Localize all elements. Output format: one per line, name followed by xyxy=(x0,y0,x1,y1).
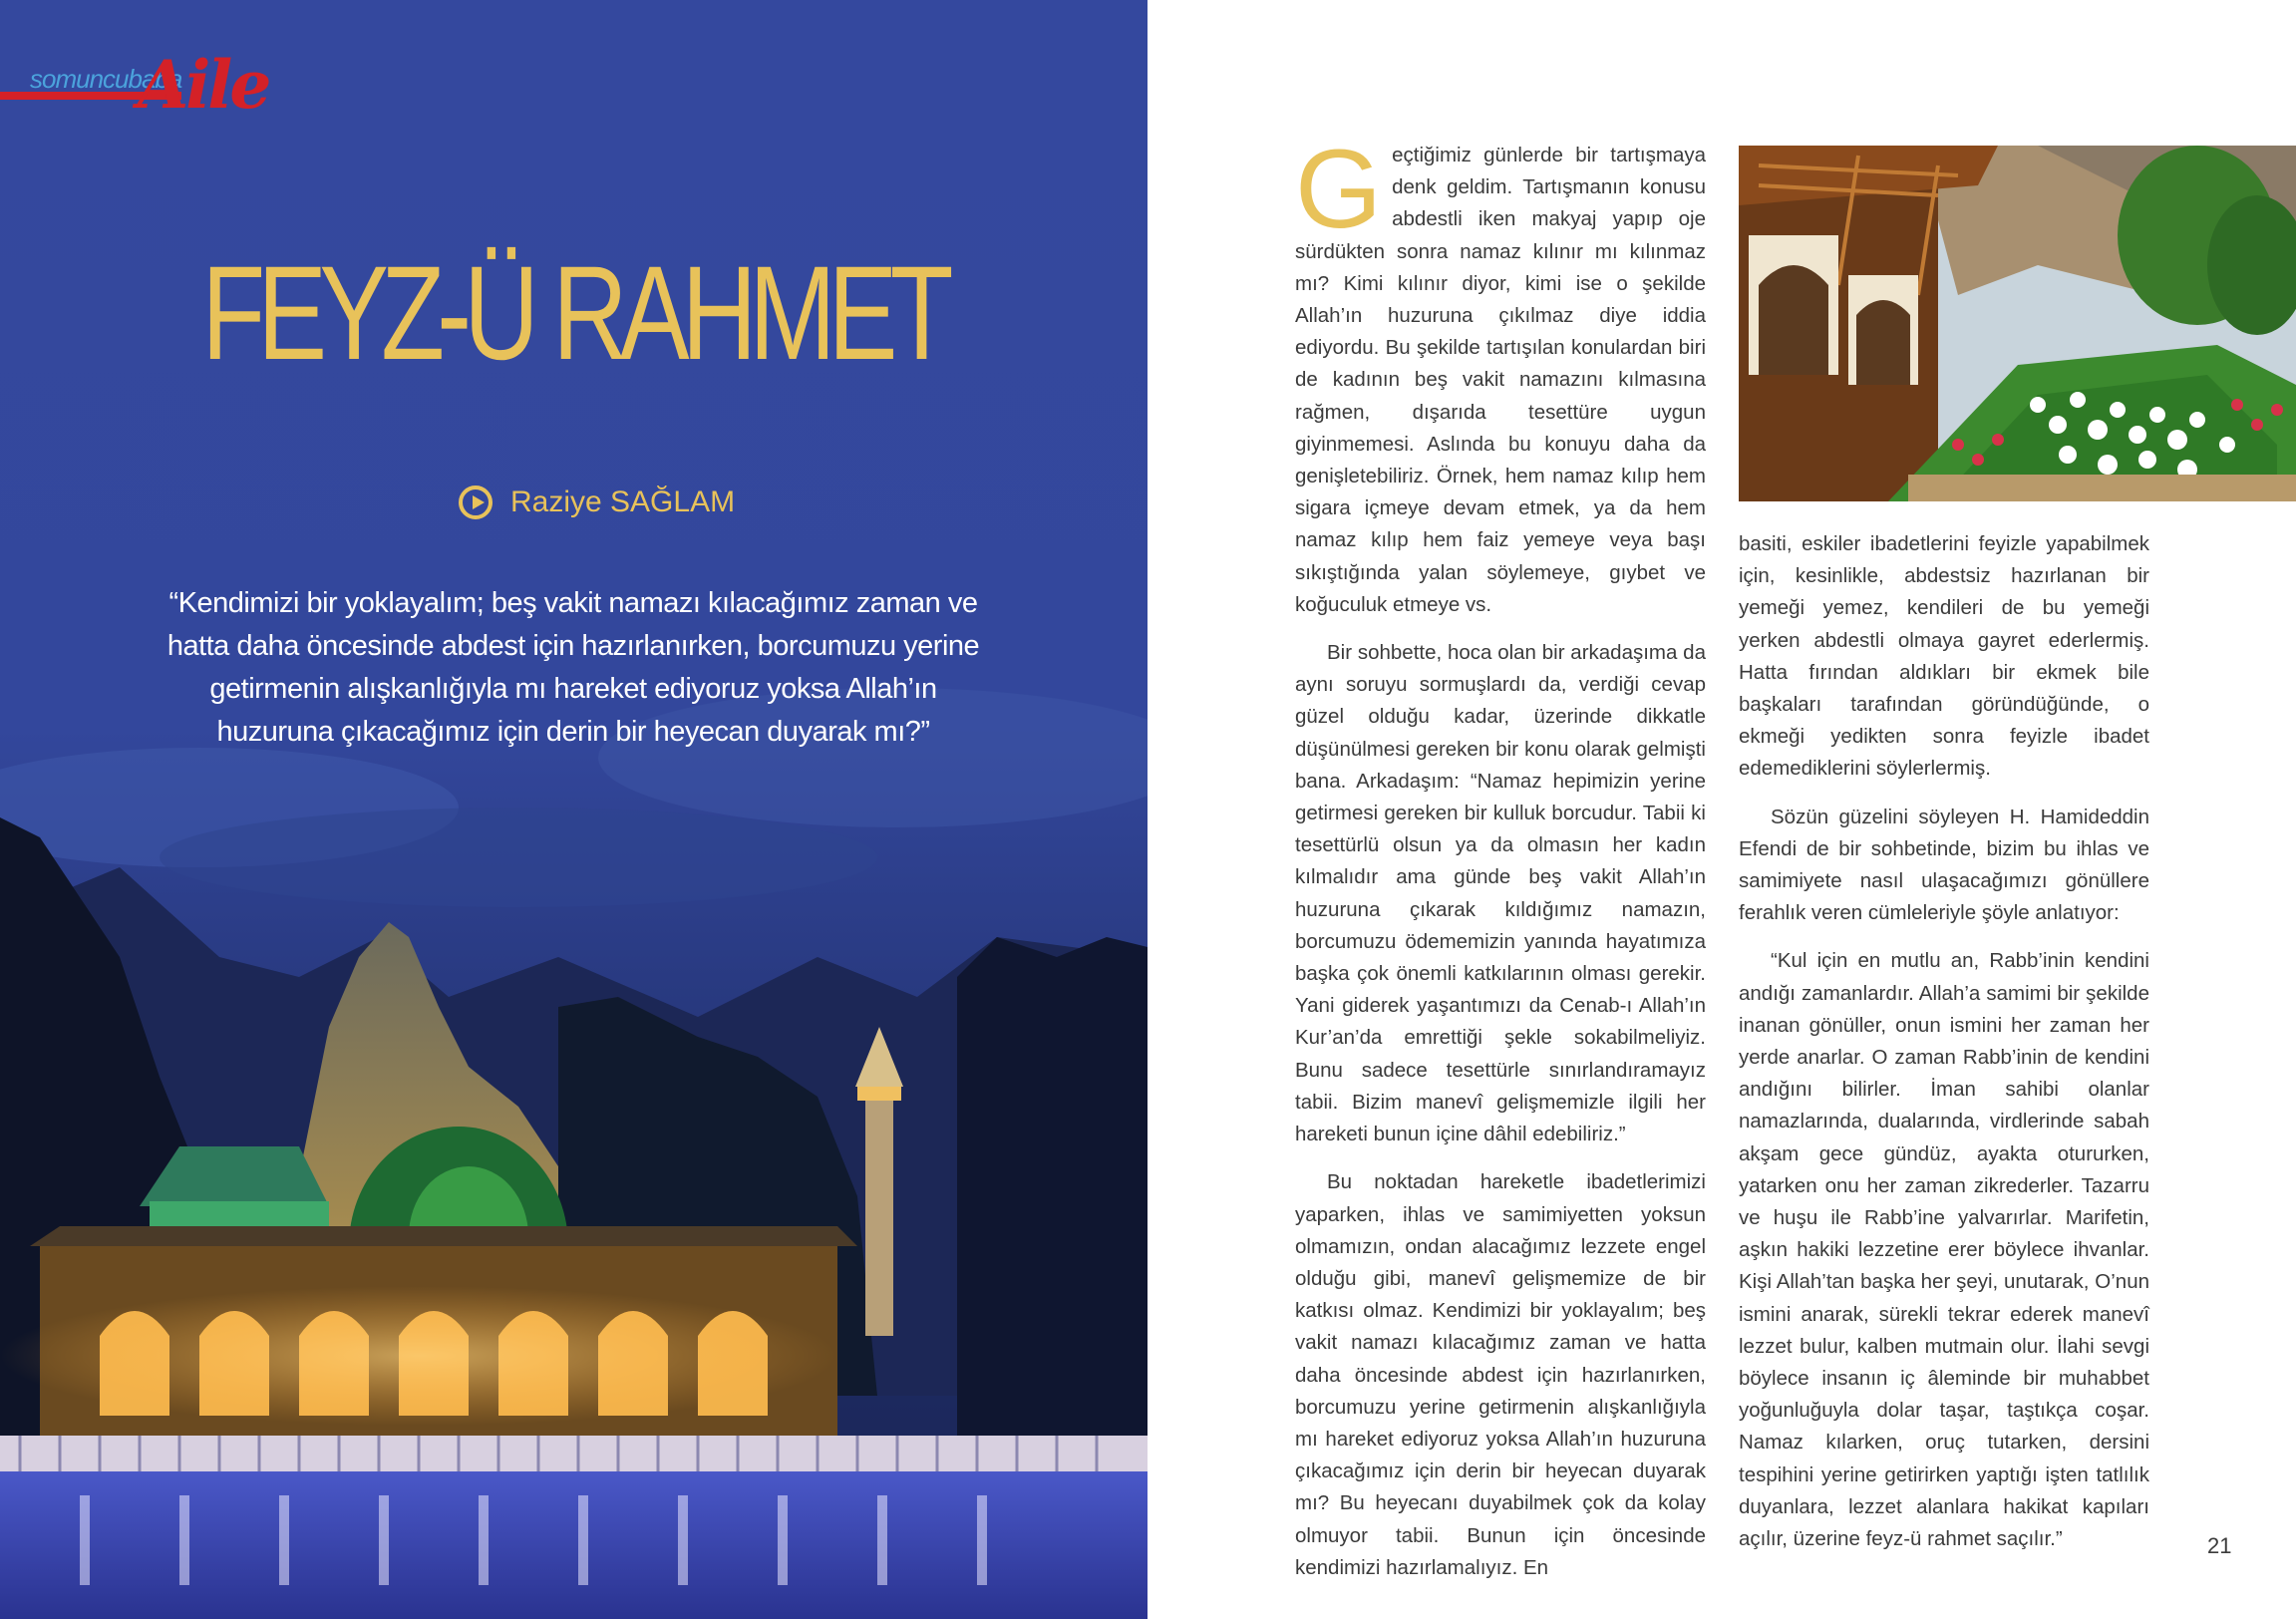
body-column-2 xyxy=(1739,528,2149,1571)
article-title: FEYZ-Ü RAHMET xyxy=(201,239,946,388)
play-circle-icon xyxy=(459,486,492,519)
paragraph: basiti, eskiler ibadetlerini feyizle yapabilmek için, kesinlikle, abdestsiz hazırlanan bir yemeği yemez, kendileri de bu yemeği yerken abdestli olmaya gayret ederlermiş. Hatta fırından aldıkları bir ekmek bile başkaları tarafından göründüğünde, o ekmeği yedikten sonra feyizle ibadet edemediklerini söylerlermiş. xyxy=(1739,532,2149,781)
pull-quote: “Kendimizi bir yoklayalım; beş vakit namazı kılacağımız zaman ve hatta daha öncesinde abdest için hazırlanırken, borcumuzu yerine getirmenin alışkanlığıyla mı hareket ediyoruz yoksa Allah’ın huzuruna çıkacağımız için derin bir heyecan duyarak mı?” xyxy=(166,587,980,748)
drop-cap: G xyxy=(1295,127,1383,251)
paragraph: Sözün güzelini söyleyen H. Hamideddin Efendi de bir sohbetinde, bizim bu ihlas ve samimiyete nasıl ulaşacağımızı gönüllere ferahlık veren cümleleriyle şöyle anlatıyor: xyxy=(1739,805,2149,925)
brand-name: Aile xyxy=(138,46,269,124)
paragraph: Bir sohbette, hoca olan bir arkadaşıma da aynı soruyu sormuşlardı da, verdiği cevap güzel olduğu kadar, üzerinde dikkatle düşünülmesi gereken bir konu olarak gelmişti bana. Arkadaşım: “Namaz hepimizin yerine getirmesi gereken bir kulluk borcudur. Tabii ki tesettürlü olsun ya da olmasın her kadın kılmalıdır ama günde beş vakit Allah’ın huzuruna çıkarak kıldığımız namazın, borcumuzu ödememizin yanında hayatımıza başka çok önemli katkılarının olması gerekir. Yani giderek yaşantımızı da Cenab-ı Allah’ın Kur’an’da emrettiği şekle sokabilmeliyiz. Bunu sadece tesettürle sınırlandıramayız tabii. Bizim manevî gelişmemizle ilgili her hareketi bunun içine dâhil edebiliriz.” xyxy=(1295,641,1706,1146)
right-page xyxy=(1148,0,2296,1619)
page-number: 21 xyxy=(2207,1533,2232,1558)
paragraph-text: eçtiğimiz günlerde bir tartışmaya denk geldim. Tartışmanın konusu abdestli iken makyaj yapıp oje sürdükten sonra namaz kılınır mı kılınmaz mı? Kimi kılınır diyor, kimi ise o şekilde Allah’ın huzuruna çıkılmaz diye iddia ediyordu. Bu şekilde tartışılan konulardan biri de kadının beş vakit namazını kılmasına rağmen, dışarıda tesettüre uygun giyinmemesi. Aslında bu konuyu daha da genişletebiliriz. Örnek, hem namaz kılıp hem sigara içmeye devam etmek, ya da hem namaz kılıp hem faiz yemeye veya başı sıkıştığında yalan söylemeye, gıybet ve koğuculuk etmeye vs. xyxy=(1295,144,1706,616)
brand-prefix: somuncubaba xyxy=(30,64,182,94)
paragraph xyxy=(1295,127,1706,621)
paragraph: Bu noktadan hareketle ibadetlerimizi yaparken, ihlas ve samimiyetten yoksun olmamızın, ondan alacağımız lezzete engel olduğu gibi, manevî gelişmemize de bir katkısı olmaz. Kendimizi bir yoklayalım; beş vakit namazı kılacağımız zaman ve hatta daha öncesinde abdest için hazırlanırken, borcumuzu yerine getirmenin alışkanlığıyla mı hareket ediyoruz yoksa Allah’ın huzuruna çıkacağımız için derin bir heyecan duyarak mı? Bu heyecanı duyabilmek çok da kolay olmuyor tabii. Bunun için öncesinde kendimizi hazırlamalıyız. En xyxy=(1295,1170,1706,1579)
author-line xyxy=(459,481,735,524)
author-name: Raziye SAĞLAM xyxy=(510,486,736,518)
paragraph: “Kul için en mutlu an, Rabb’inin kendini andığı zamanlardır. Allah’a samimi bir şekilde inanan gönüller, onun ismini her zaman her yerde anarlar. O zaman Rabb’inin de kendini andığını bilirler. İman sahibi olanlar namazlarında, dualarında, virdlerinde sabah akşam gece gündüz, ayakta otururken, yatarken onu her zaman zikrederler. Tazarru ve huşu ile Rabb’ine yalvarırlar. Marifetin, aşkın hakiki lezzetine erer böylece ihvanlar. Kişi Allah’tan başka her şeyi, unutarak, O’nun ismini anarak, sürekli tekrar ederek manevî lezzet bulur, kalben mutmain olur. İlahi sevgi böylece insanın iç âleminde bir muhabbet yoğunluğuyla dolar taşar, taştıkça coşar. Namaz kılarken, oruç tutarken, dersini tespihini yerine getirirken yaptığı işten tatlılık duyanlara, lezzet alanlara hakikat kapıları açılır, üzerine feyz-ü rahmet saçılır.” xyxy=(1739,949,2149,1551)
magazine-brand xyxy=(0,46,269,124)
body-column-1 xyxy=(1295,127,1706,1600)
garden-courtyard-photo xyxy=(1739,146,2296,501)
